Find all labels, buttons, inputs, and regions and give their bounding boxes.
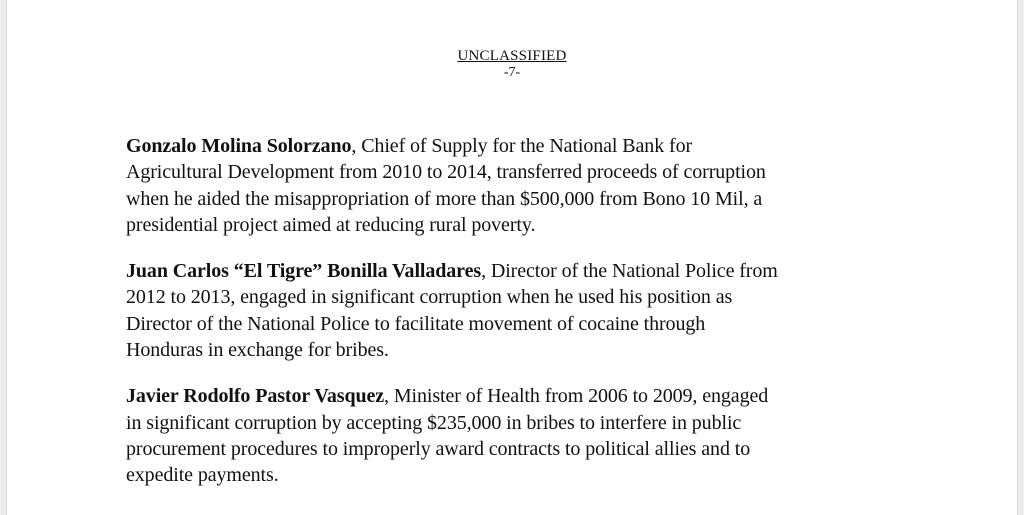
person-name: Javier Rodolfo Pastor Vasquez: [126, 385, 385, 408]
entry-paragraph: [126, 133, 916, 238]
person-name: Gonzalo Molina Solorzano: [126, 135, 352, 157]
entry-line: Honduras in exchange for bribes.: [126, 339, 389, 362]
entry-line: [126, 258, 916, 284]
entry-line: presidential project aimed at reducing rural poverty.: [126, 213, 536, 236]
entry-paragraph: [126, 258, 916, 363]
entry-line: [126, 383, 916, 409]
page-number: -7-: [503, 65, 521, 80]
entry-line: 2012 to 2013, engaged in significant corruption when he used his position as: [126, 286, 733, 309]
entry-text: , Chief of Supply for the National Bank for: [351, 135, 693, 157]
person-name: Juan Carlos “El Tigre” Bonilla Valladares: [126, 260, 482, 283]
entry-line: procurement procedures to improperly award contracts to political allies and to: [126, 437, 751, 460]
entry-line: when he aided the misappropriation of more than $500,000 from Bono 10 Mil, a: [126, 187, 763, 210]
document-body: [126, 133, 916, 509]
entry-line: Agricultural Development from 2010 to 2014, transferred proceeds of corruption: [126, 161, 766, 184]
entry-paragraph: [126, 383, 916, 488]
entry-text: , Director of the National Police from: [481, 260, 778, 283]
entry-line: expedite payments.: [126, 464, 279, 487]
document-page: [6, 0, 1018, 515]
entry-text: , Minister of Health from 2006 to 2009, engaged: [384, 385, 769, 408]
entry-line: [126, 133, 916, 159]
entry-line: in significant corruption by accepting $235,000 in bribes to interfere in public: [126, 411, 742, 434]
classification-marking: UNCLASSIFIED: [457, 48, 567, 64]
entry-line: Director of the National Police to facilitate movement of cocaine through: [126, 312, 706, 335]
page-header: [7, 47, 1017, 81]
